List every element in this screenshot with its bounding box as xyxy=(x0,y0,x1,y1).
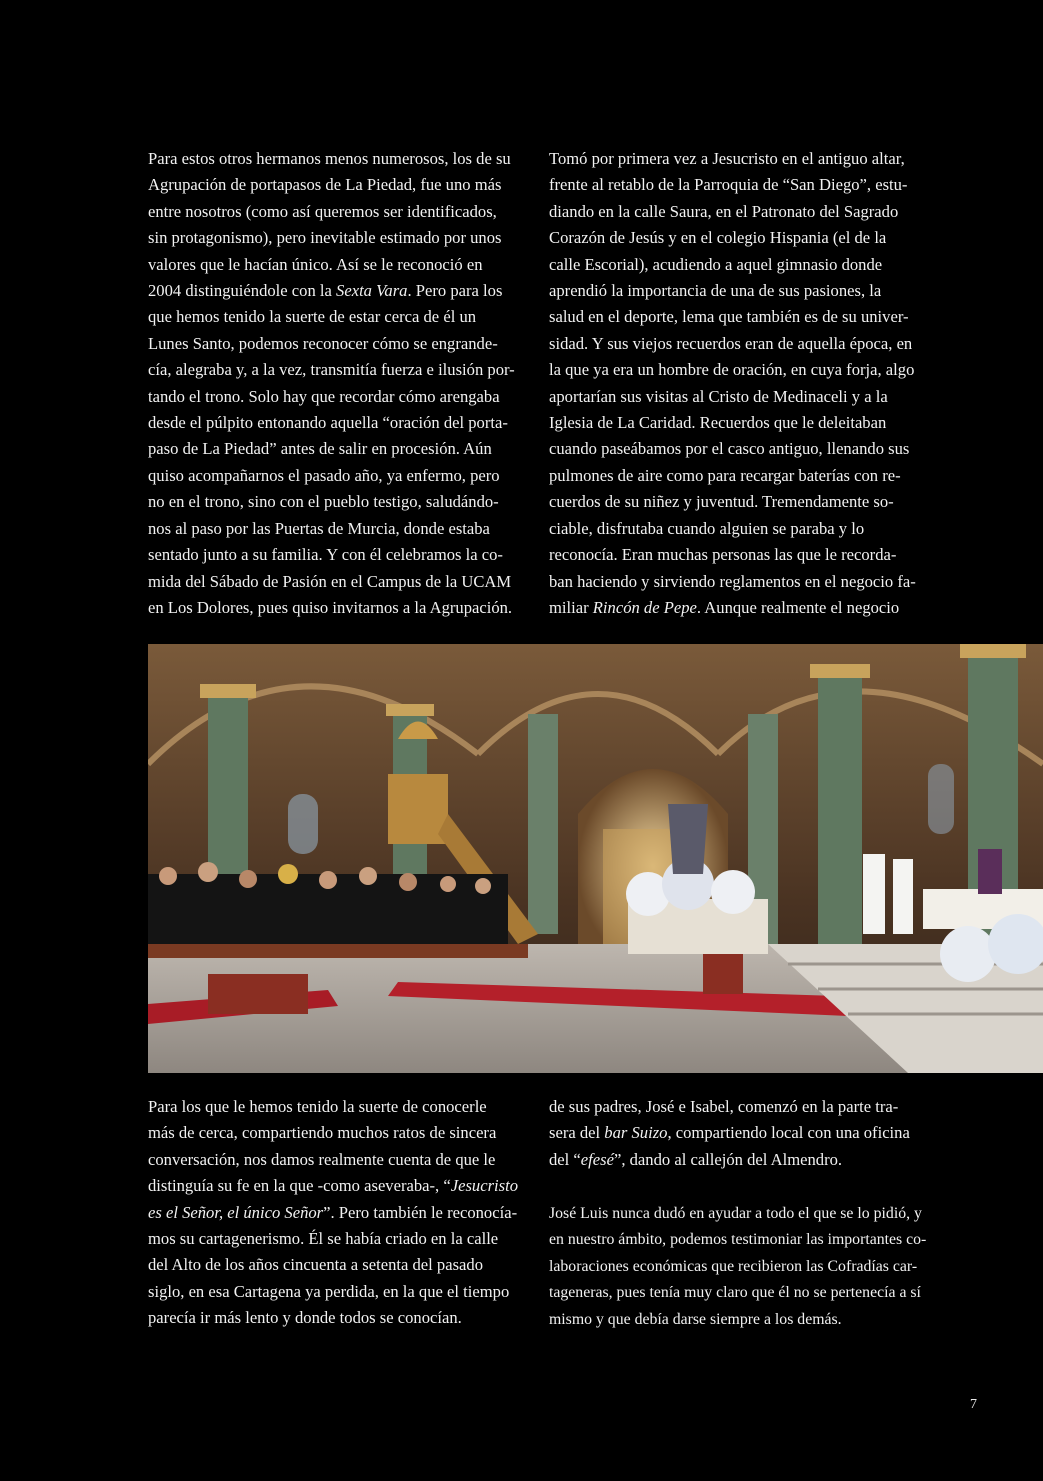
text-line: Corazón de Jesús y en el colegio Hispania (el de la xyxy=(549,228,887,248)
text-line-rincon: miliar Rincón de Pepe. Aunque realmente el negocio xyxy=(549,597,900,617)
text-line: del Alto de los años cincuenta a setenta del pasado xyxy=(148,1255,483,1275)
text-column-bottom-right-paragraph-2 xyxy=(549,1201,929,1333)
text-line: mismo y que debía darse siempre a los demás. xyxy=(549,1310,842,1328)
text-line: sentado junto a su familia. Y con él celebramos la co- xyxy=(148,545,503,565)
text-line: más de cerca, compartiendo muchos ratos de sincera xyxy=(148,1123,497,1143)
text-line: Agrupación de portapasos de La Piedad, fue uno más xyxy=(148,175,502,195)
text-line: en nuestro ámbito, podemos testimoniar las importantes co- xyxy=(549,1231,927,1249)
text-line: no en el trono, sino con el pueblo testigo, saludándo- xyxy=(148,492,499,512)
text-line: parecía ir más lento y donde todos se conocían. xyxy=(148,1308,462,1328)
text-line: siglo, en esa Cartagena ya perdida, en la que el tiempo xyxy=(148,1281,510,1301)
text-line: la que ya era un hombre de oración, en cuya forja, algo xyxy=(549,360,915,380)
text-line: Tomó por primera vez a Jesucristo en el antiguo altar, xyxy=(549,149,905,168)
text-line: Lunes Santo, podemos reconocer cómo se engrande- xyxy=(148,333,498,353)
text-line: cía, alegraba y, a la vez, transmitía fuerza e ilusión por- xyxy=(148,360,515,380)
text-line: salud en el deporte, lema que también es de su univer- xyxy=(549,307,909,327)
text-line: quiso acompañarnos el pasado año, ya enfermo, pero xyxy=(148,465,500,485)
text-line: calle Escorial), acudiendo a aquel gimnasio donde xyxy=(549,254,883,274)
text-line: reconocía. Eran muchas personas las que le recorda- xyxy=(549,545,897,565)
text-line: sin protagonismo), pero inevitable estimado por unos xyxy=(148,228,502,248)
text-line: aprendió la importancia de una de sus pasiones, la xyxy=(549,281,882,301)
text-line: desde el púlpito entonando aquella “oración del porta- xyxy=(148,413,508,433)
text-column-top-right xyxy=(549,146,919,621)
text-line: laboraciones económicas que recibieron las Cofradías car- xyxy=(549,1257,918,1275)
text-line: frente al retablo de la Parroquia de “San Diego”, estu- xyxy=(549,175,908,195)
text-line: tageneras, pues tenía muy claro que él no se pertenecía a sí xyxy=(549,1284,921,1302)
text-line: cuerdos de su niñez y juventud. Tremendamente so- xyxy=(549,492,894,512)
text-line: sidad. Y sus viejos recuerdos eran de aquella época, en xyxy=(549,333,913,353)
text-line: mida del Sábado de Pasión en el Campus de la UCAM xyxy=(148,571,512,591)
text-column-bottom-left xyxy=(148,1094,528,1332)
text-line: que hemos tenido la suerte de estar cerca de él un xyxy=(148,307,477,327)
text-line: ban haciendo y sirviendo reglamentos en el negocio fa- xyxy=(549,571,916,591)
text-line: Para estos otros hermanos menos numerosos, los de su xyxy=(148,149,511,168)
text-line-senor: es el Señor, el único Señor”. Pero también le reconocía- xyxy=(148,1202,518,1222)
text-line: paso de La Piedad” antes de salir en procesión. Aún xyxy=(148,439,492,459)
text-column-bottom-right xyxy=(549,1094,919,1173)
text-line: José Luis nunca dudó en ayudar a todo el que se lo pidió, y xyxy=(549,1205,922,1222)
text-line: nos al paso por las Puertas de Murcia, donde estaba xyxy=(148,518,490,538)
text-line: tando el trono. Solo hay que recordar cómo arengaba xyxy=(148,386,500,406)
text-line-sexta-vara: 2004 distinguiéndole con la Sexta Vara. Pero para los xyxy=(148,281,503,301)
text-line: Para los que le hemos tenido la suerte de conocerle xyxy=(148,1097,487,1116)
text-line: diando en la calle Saura, en el Patronato del Sagrado xyxy=(549,201,899,221)
text-line: conversación, nos damos realmente cuenta de que le xyxy=(148,1149,496,1169)
text-line: en Los Dolores, pues quiso invitarnos a la Agrupación. xyxy=(148,597,513,617)
text-column-top-left xyxy=(148,146,528,621)
text-line-efese: del “efesé”, dando al callejón del Almendro. xyxy=(549,1149,843,1169)
text-line: valores que le hacían único. Así se le reconoció en xyxy=(148,254,483,274)
text-line: cuando paseábamos por el casco antiguo, llenando sus xyxy=(549,439,910,459)
text-line: entre nosotros (como así queremos ser identificados, xyxy=(148,201,497,221)
text-line: pulmones de aire como para recargar baterías con re- xyxy=(549,465,901,485)
text-line: aportarían sus visitas al Cristo de Medinaceli y a la xyxy=(549,386,888,406)
text-line: Iglesia de La Caridad. Recuerdos que le deleitaban xyxy=(549,413,887,433)
page-number: 7 xyxy=(970,1397,977,1412)
church-interior-photo xyxy=(148,644,1043,1073)
text-line: de sus padres, José e Isabel, comenzó en la parte tra- xyxy=(549,1097,899,1116)
text-line-jesucristo: distinguía su fe en la que -como aseveraba-, “Jesucristo xyxy=(148,1176,519,1196)
church-interior-illustration xyxy=(148,644,1043,1073)
text-line-bar-suizo: sera del bar Suizo, compartiendo local con una oficina xyxy=(549,1123,910,1143)
text-line: mos su cartagenerismo. Él se había criado en la calle xyxy=(148,1229,499,1249)
text-line: ciable, disfrutaba cuando alguien se paraba y lo xyxy=(549,518,865,538)
